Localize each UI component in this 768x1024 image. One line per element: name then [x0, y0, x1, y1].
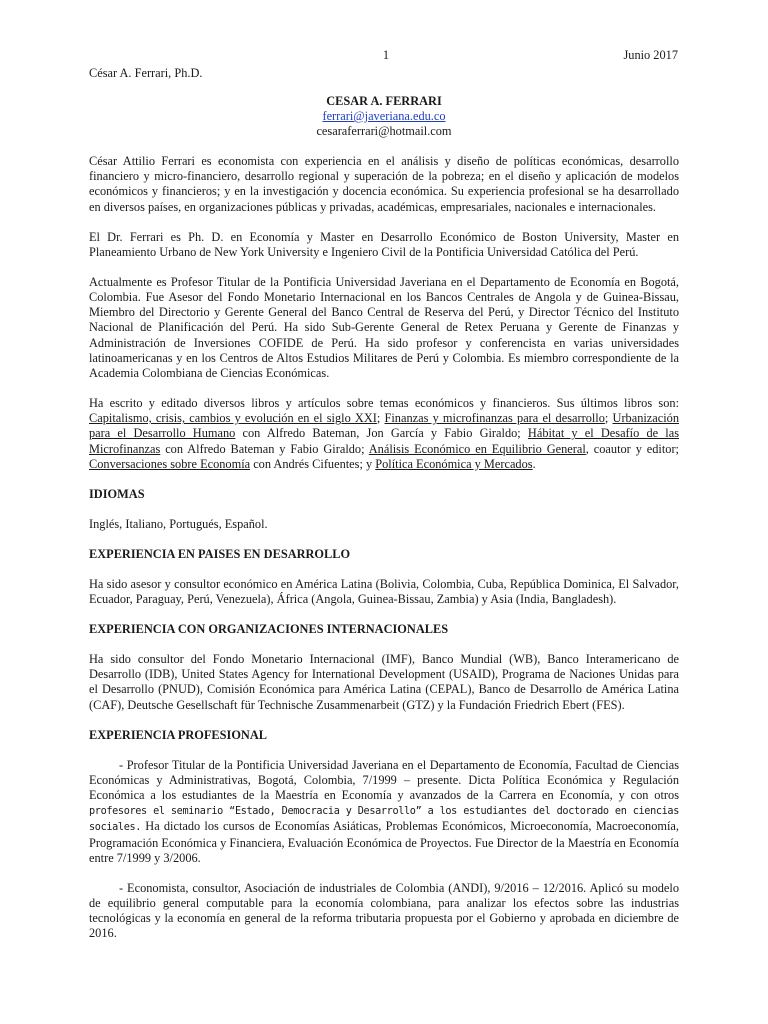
page-number: 1 — [382, 48, 390, 62]
section-heading-profesional: EXPERIENCIA PROFESIONAL — [89, 727, 267, 742]
books-lead: Ha escrito y editado diversos libros y artículos sobre temas económicos y financieros. Sus últimos libros son: — [89, 396, 679, 411]
section-heading-idiomas: IDIOMAS — [89, 486, 145, 501]
intro-paragraph-3: Actualmente es Profesor Titular de la Pontificia Universidad Javeriana en el Departamento de Economía en Bogotá, Colombia. Fue Asesor del Fondo Monetario Internacional en los Bancos Centrales de Angola y de Guinea-Bissau, Miembro del Directorio y Gerente General del Banco Central de Reserva del Perú, y Director Técnico del Instituto Nacional de Planificación del Perú. Ha sido Sub-Gerente General de Retex Peruana y Gerente de Finanzas y Administración de Inversiones COFIDE de Perú. Ha sido profesor y conferencista en varias universidades latinoamericanas y en los Centros de Altos Estudios Militares de Perú y Colombia. Es miembro correspondiente de la Academia Colombiana de Ciencias Económicas. — [89, 274, 679, 381]
book-title: Urbanización para el Desarrollo Humano — [89, 411, 680, 441]
book-title: Hábitat y el Desafío de las Microfinanzas — [89, 426, 680, 456]
experience-item-andi: - Economista, consultor, Asociación de industriales de Colombia (ANDI), 9/2016 – 12/2016. Aplicó su modelo de equilibrio general computable para la economía colombiana, para analizar los efectos sobre las industrias tecnológicas y la economía en general de la reforma tributaria propuesta por el Gobierno y aprobada en diciembre de 2016. — [89, 880, 679, 941]
section-heading-organizaciones: EXPERIENCIA CON ORGANIZACIONES INTERNACIONALES — [89, 622, 449, 637]
books-paragraph: Ha escrito y editado diversos libros y artículos sobre temas económicos y financieros. Sus últimos libros son: Capitalismo, crisis, cambios y evolución en el siglo XXI; Finanzas y microfinanzas para el desarrollo; Urbanización para el Desarrollo Humano con Alfredo Bateman, Jon García y Fabio Giraldo; Hábitat y el Desafío de las Microfinanzas con Alfredo Bateman y Fabio Giraldo; Análisis Económico en Equilibrio General, coautor y editor; Conversaciones sobre Economía con Andrés Cifuentes; y Política Económica y Mercados. — [89, 396, 680, 471]
email-link-primary[interactable]: ferrari@javeriana.edu.co — [322, 109, 446, 124]
intro-paragraph-2: El Dr. Ferrari es Ph. D. en Economía y Master en Desarrollo Económico de Boston University, Master en Planeamiento Urbano de New York University e Ingeniero Civil de la Pontificia Universidad Católica del Perú. — [89, 229, 679, 259]
author-header: César A. Ferrari, Ph.D. — [89, 66, 203, 80]
email-secondary: cesaraferrari@hotmail.com — [316, 124, 452, 139]
page-date: Junio 2017 — [623, 48, 678, 62]
book-title: Finanzas y microfinanzas para el desarrollo — [384, 411, 605, 426]
cv-name-title: CESAR A. FERRARI — [326, 94, 442, 108]
contact-block — [89, 94, 679, 140]
book-title: Política Económica y Mercados — [375, 456, 533, 471]
organizaciones-text: Ha sido consultor del Fondo Monetario Internacional (IMF), Banco Mundial (WB), Banco Interamericano de Desarrollo (IDB), United States Agency for International Development (USAID), Programa de Naciones Unidas para el Desarrollo (PNUD), Comisión Económica para América Latina (CEPAL), Banco de Desarrollo de América Latina (CAF), Deutsche Gesellschaft für Technische Zusammenarbeit (GTZ) y la Fundación Friedrich Ebert (FES). — [89, 652, 679, 712]
paises-text: Ha sido asesor y consultor económico en América Latina (Bolivia, Colombia, Cuba, República Dominica, El Salvador, Ecuador, Paraguay, Perú, Venezuela), África (Angola, Guinea-Bissau, Zambia) y Asia (India, Bangladesh). — [89, 576, 679, 607]
experience-item-javeriana: - Profesor Titular de la Pontificia Universidad Javeriana en el Departamento de Economía, Facultad de Ciencias Económicas y Administrativas, Bogotá, Colombia, 7/1999 – presente. Dicta Política Económica y Regulación Económica a los estudiantes de la Maestría en Economía y avanzados de la Carrera en Economía, y con otros profesores el seminario “Estado, Democracia y Desarrollo” a los estudiantes del doctorado en ciencias sociales. Ha dictado los cursos de Economías Asiáticas, Problemas Económicos, Microeconomía, Macroeconomía, Programación Económica y Financiera, Evaluación Económica de Proyectos. Fue Director de la Maestría en Economía entre 7/1999 y 3/2006. — [89, 757, 679, 865]
idiomas-text: Inglés, Italiano, Portugués, Español. — [89, 516, 268, 531]
section-heading-paises: EXPERIENCIA EN PAISES EN DESARROLLO — [89, 546, 351, 561]
intro-paragraph-1: César Attilio Ferrari es economista con experiencia en el análisis y diseño de políticas económicas, desarrollo financiero y micro-financiero, desarrollo regional y superación de la pobreza; en el diseño y aplicación de modelos económicos y financieros; y en la investigación y docencia económica. Su experiencia profesional se ha desarrollado en diversos países, en organizaciones públicas y privadas, académicas, empresariales, nacionales e internacionales. — [89, 154, 679, 214]
book-title: Conversaciones sobre Economía — [89, 456, 251, 471]
book-title: Capitalismo, crisis, cambios y evolución en el siglo XXI — [89, 411, 377, 426]
book-title: Análisis Económico en Equilibrio General — [368, 441, 586, 456]
cv-body — [89, 154, 679, 942]
